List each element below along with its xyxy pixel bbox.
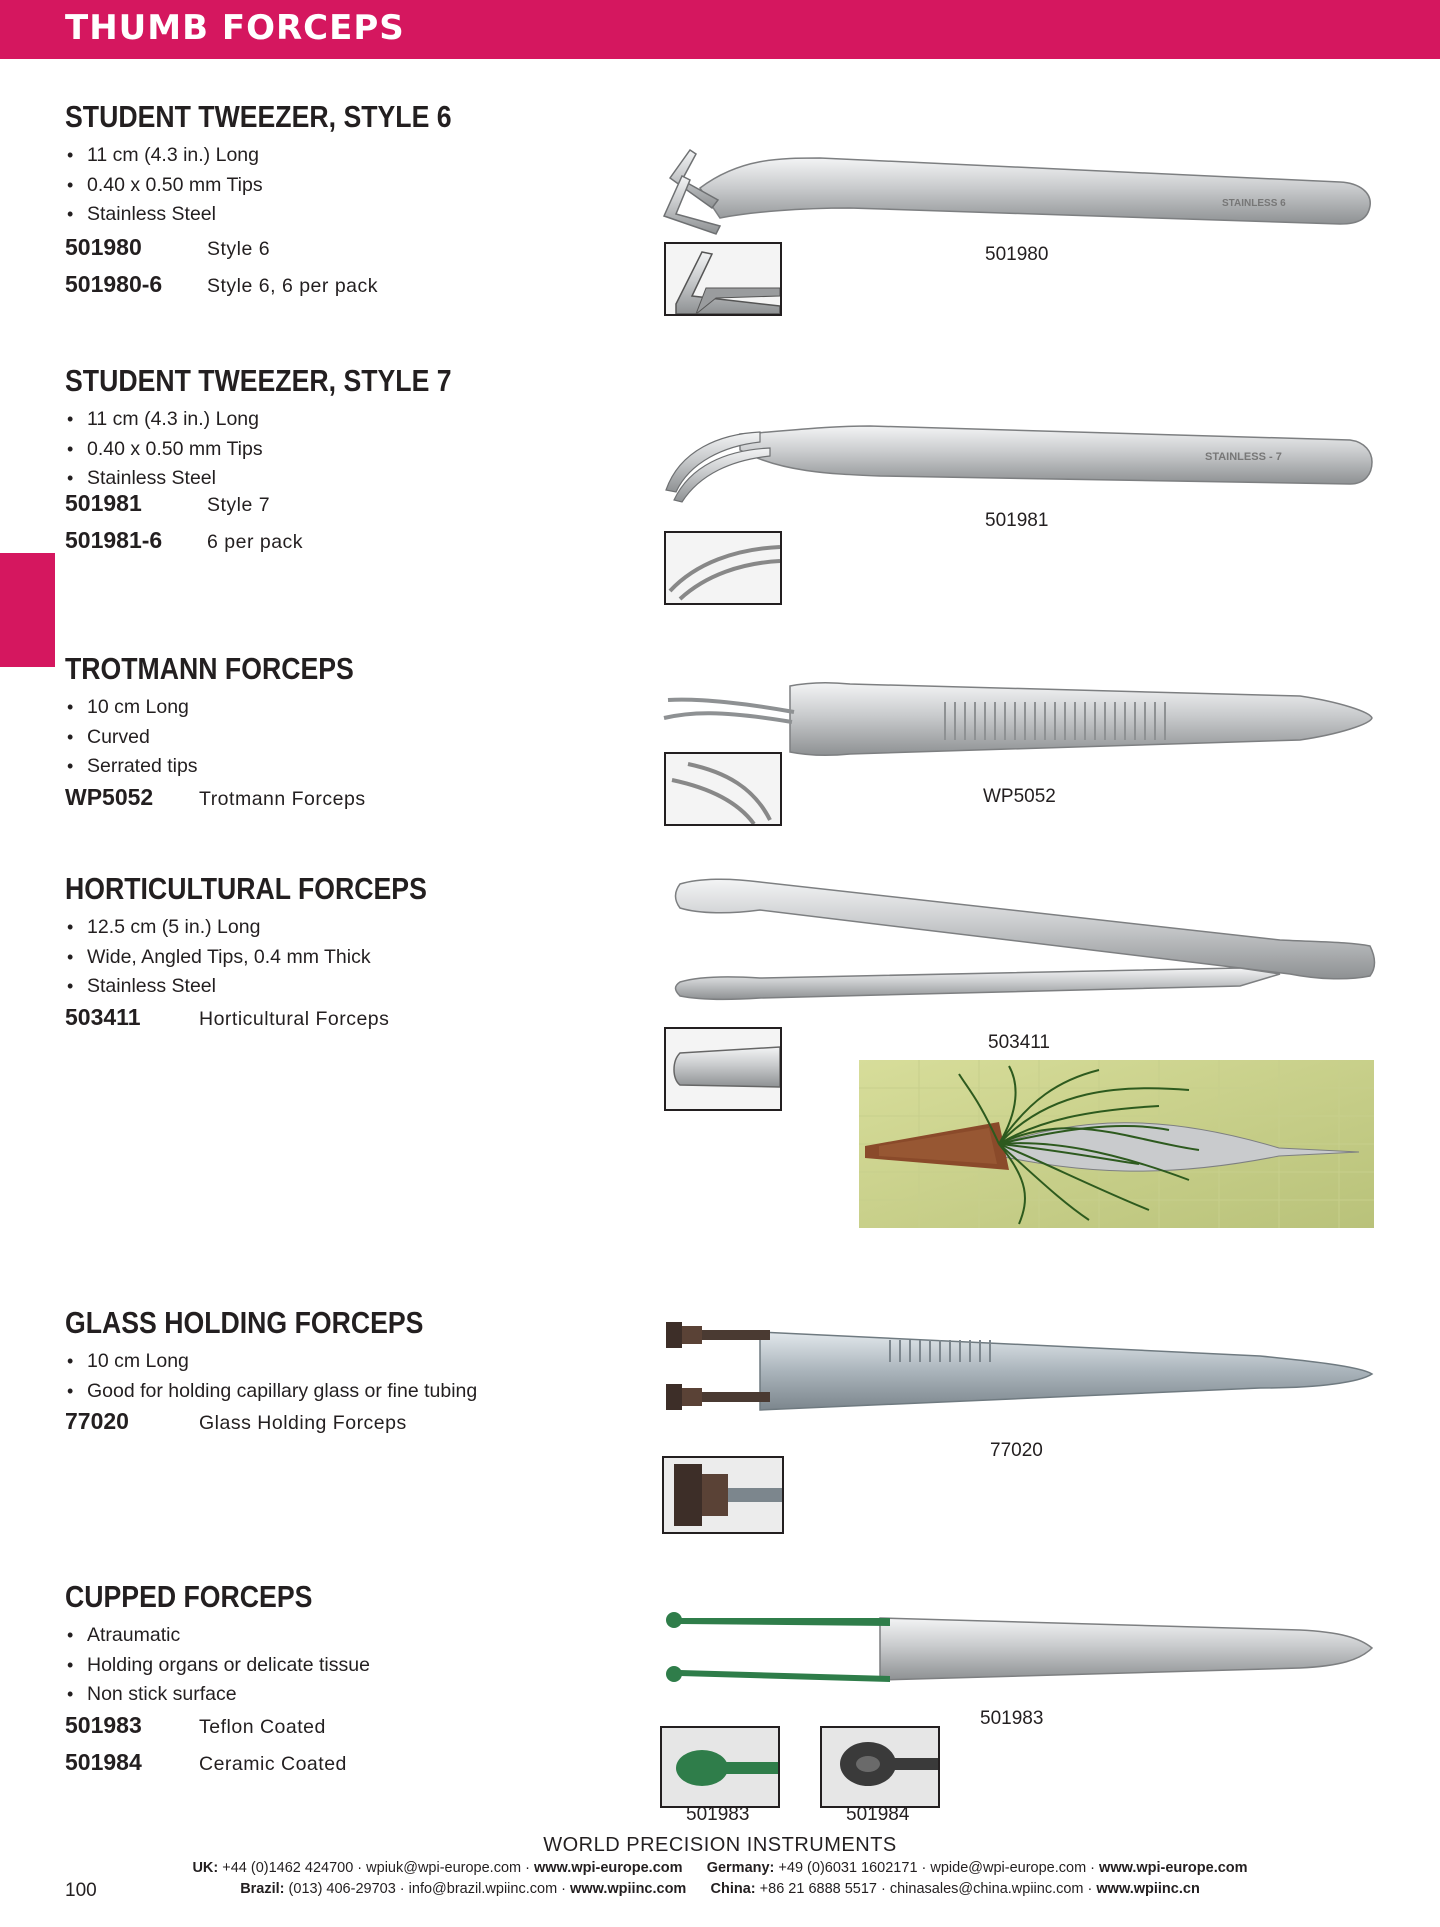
ceramic-tip-inset [820, 1726, 940, 1808]
catalog-row [65, 271, 515, 308]
page-title: THUMB FORCEPS [65, 8, 405, 48]
feature-list [65, 1621, 370, 1710]
feature-item: • 11 cm (4.3 in.) Long [65, 405, 515, 435]
footer-china-text: +86 21 6888 5517 · chinasales@china.wpiinc.com · [759, 1881, 1093, 1897]
feature-item: • 0.40 x 0.50 mm Tips [65, 171, 515, 201]
image-label: 501981 [985, 510, 1049, 531]
footer-germany-text: +49 (0)6031 1602171 · wpide@wpi-europe.com · [778, 1860, 1096, 1876]
catalog-number: 501981-6 [65, 526, 163, 553]
catalog-description: Ceramic Coated [199, 1752, 347, 1775]
section-title: STUDENT TWEEZER, STYLE 7 [65, 363, 452, 398]
product-section-trotmann-forceps [65, 651, 401, 821]
feature-item: • Atraumatic [65, 1621, 370, 1651]
feature-item: • Good for holding capillary glass or fine tubing [65, 1377, 482, 1407]
footer-germany-label: Germany: [706, 1860, 775, 1876]
cupped-forceps-image [660, 1604, 1380, 1694]
feature-list [65, 693, 401, 782]
footer-china-label: China: [710, 1881, 756, 1897]
footer-brazil-label: Brazil: [240, 1881, 285, 1897]
section-title: STUDENT TWEEZER, STYLE 6 [65, 99, 452, 134]
footer-brazil-text: (013) 406-29703 · info@brazil.wpiinc.com · [288, 1881, 567, 1897]
footer-uk-text: +44 (0)1462 424700 · wpiuk@wpi-europe.com · [222, 1860, 530, 1876]
feature-item: • Holding organs or delicate tissue [65, 1651, 370, 1681]
page-number: 100 [65, 1880, 97, 1901]
engraving-text: STAINLESS 6 [1222, 198, 1286, 209]
footer-contact-line-1 [0, 1860, 1440, 1876]
tip-detail-inset [664, 531, 782, 605]
section-title: GLASS HOLDING FORCEPS [65, 1305, 424, 1340]
catalog-row [65, 1004, 486, 1041]
section-title: TROTMANN FORCEPS [65, 651, 354, 686]
footer-brazil-website[interactable]: www.wpiinc.com [570, 1881, 687, 1897]
catalog-description: Style 6 [207, 237, 271, 260]
feature-item: • Stainless Steel [65, 972, 486, 1002]
product-section-student-tweezer-7 [65, 363, 515, 564]
image-label: 501980 [985, 244, 1049, 265]
catalog-row [65, 490, 515, 527]
catalog-description: Trotmann Forceps [199, 787, 366, 810]
inset-label-ceramic: 501984 [846, 1804, 910, 1825]
catalog-row [65, 784, 401, 821]
feature-item: • Wide, Angled Tips, 0.4 mm Thick [65, 943, 486, 973]
footer-company-name: WORLD PRECISION INSTRUMENTS [543, 1834, 897, 1856]
image-label: 503411 [988, 1032, 1050, 1053]
tip-detail-inset [662, 1456, 784, 1534]
section-title: CUPPED FORCEPS [65, 1579, 313, 1614]
catalog-number: WP5052 [65, 783, 154, 810]
footer-china-website[interactable]: www.wpiinc.cn [1096, 1881, 1200, 1897]
catalog-number: 503411 [65, 1003, 141, 1030]
feature-item: • Non stick surface [65, 1680, 370, 1710]
feature-item: • 10 cm Long [65, 693, 401, 723]
feature-item: • 12.5 cm (5 in.) Long [65, 913, 486, 943]
section-tab-marker [0, 553, 55, 667]
feature-list [65, 405, 515, 494]
catalog-description: Style 6, 6 per pack [207, 274, 379, 297]
feature-item: • Curved [65, 723, 401, 753]
catalog-description: Style 7 [207, 493, 271, 516]
catalog-row [65, 1712, 370, 1749]
product-section-student-tweezer-6 [65, 99, 515, 308]
tweezer-style-6-image [660, 138, 1380, 238]
image-label: 77020 [990, 1440, 1043, 1461]
teflon-tip-inset [660, 1726, 780, 1808]
feature-item: • Stainless Steel [65, 200, 515, 230]
feature-item: • Serrated tips [65, 752, 401, 782]
catalog-row [65, 1749, 370, 1786]
product-section-cupped-forceps [65, 1579, 370, 1786]
footer-germany-website[interactable]: www.wpi-europe.com [1099, 1860, 1248, 1876]
catalog-number: 77020 [65, 1408, 129, 1434]
tip-detail-inset [664, 242, 782, 316]
horticultural-forceps-image [660, 870, 1380, 1020]
feature-list [65, 913, 486, 1002]
catalog-number: 501980 [65, 233, 142, 260]
section-title: HORTICULTURAL FORCEPS [65, 871, 427, 906]
catalog-row [65, 234, 515, 271]
feature-list [65, 1347, 482, 1406]
footer-contact-line-2 [0, 1881, 1440, 1897]
catalog-description: Glass Holding Forceps [199, 1412, 407, 1434]
footer-uk-website[interactable]: www.wpi-europe.com [534, 1860, 683, 1876]
tip-detail-inset [664, 752, 782, 826]
catalog-description: Teflon Coated [199, 1715, 326, 1738]
product-section-horticultural-forceps [65, 871, 486, 1041]
catalog-number: 501984 [65, 1748, 142, 1775]
catalog-row [65, 1408, 482, 1445]
feature-item: • 0.40 x 0.50 mm Tips [65, 435, 515, 465]
engraving-text: STAINLESS - 7 [1205, 451, 1282, 463]
glass-holding-forceps-image [660, 1316, 1380, 1426]
feature-item: • 10 cm Long [65, 1347, 482, 1377]
catalog-description: Horticultural Forceps [199, 1007, 390, 1030]
product-section-glass-holding-forceps [65, 1305, 482, 1445]
inset-label-teflon: 501983 [686, 1804, 750, 1825]
image-label: WP5052 [983, 786, 1056, 807]
tweezer-style-7-image [660, 410, 1380, 510]
catalog-number: 501980-6 [65, 270, 163, 297]
plant-seedling-photo [859, 1060, 1374, 1228]
catalog-number: 501981 [65, 489, 142, 516]
feature-list [65, 141, 515, 230]
catalog-number: 501983 [65, 1711, 142, 1738]
catalog-description: 6 per pack [207, 530, 304, 553]
tip-detail-inset [664, 1027, 782, 1111]
feature-item: • Stainless Steel [65, 464, 515, 494]
feature-item: • 11 cm (4.3 in.) Long [65, 141, 515, 171]
catalog-row [65, 527, 515, 564]
footer-uk-label: UK: [192, 1860, 219, 1876]
image-label: 501983 [980, 1708, 1044, 1729]
